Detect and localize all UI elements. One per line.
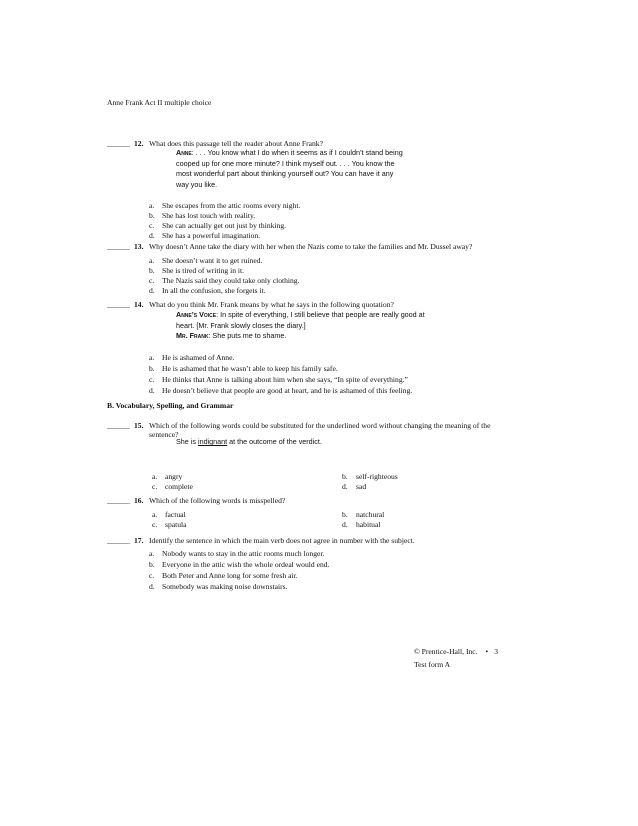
- question-number-16: 16.: [134, 496, 144, 505]
- option-letter-14b: b.: [149, 364, 155, 373]
- option-text-15b[interactable]: self-righteous: [356, 472, 398, 481]
- option-letter-16a: a.: [152, 510, 158, 519]
- sentence-text: She is: [176, 437, 198, 446]
- option-letter-16c: c.: [152, 520, 158, 529]
- option-letter-14a: a.: [149, 353, 155, 362]
- answer-blank-17[interactable]: ______: [107, 536, 130, 545]
- passage-line-12-2: cooped up for one more minute? I think myself out. . . . You know the: [176, 158, 395, 168]
- option-text-14d[interactable]: He doesn’t believe that people are good at heart, and he is ashamed of this feeling.: [162, 386, 413, 395]
- option-text-17d[interactable]: Somebody was making noise downstairs.: [162, 582, 288, 591]
- question-prompt-12: What does this passage tell the reader about Anne Frank?: [149, 139, 323, 148]
- option-text-16a[interactable]: factual: [165, 510, 186, 519]
- section-heading: B. Vocabulary, Spelling, and Grammar: [107, 401, 234, 410]
- option-letter-12a: a.: [149, 201, 155, 210]
- option-letter-13c: c.: [149, 276, 155, 285]
- option-letter-14d: d.: [149, 386, 155, 395]
- option-letter-13a: a.: [149, 256, 155, 265]
- answer-blank-14[interactable]: ______: [107, 300, 130, 309]
- question-prompt-17: Identify the sentence in which the main verb does not agree in number with the subject.: [149, 536, 415, 545]
- question-prompt-15-line2: sentence?: [149, 430, 179, 439]
- option-text-14c[interactable]: He thinks that Anne is talking about him when she says, “In spite of everything.”: [162, 375, 408, 384]
- passage-text: : . . . You know what I do when it seems as if I couldn’t stand being: [191, 148, 403, 157]
- answer-blank-12[interactable]: ______: [107, 139, 130, 148]
- option-letter-12b: b.: [149, 211, 155, 220]
- question-prompt-16: Which of the following words is misspelled?: [149, 496, 286, 505]
- option-text-16c[interactable]: spatula: [165, 520, 187, 529]
- question-prompt-13: Why doesn’t Anne take the diary with her when the Nazis come to take the families and Mr. Dussel away?: [149, 242, 473, 251]
- option-letter-15c: c.: [152, 482, 158, 491]
- passage-text: : In spite of everything, I still believe that people are really good at: [216, 310, 425, 319]
- passage-line-12-3: most wonderful part about thinking yourself out? You can have it any: [176, 169, 394, 178]
- option-text-12b[interactable]: She has lost touch with reality.: [162, 211, 256, 220]
- speaker-anne: Anne: [176, 148, 192, 157]
- answer-blank-15[interactable]: ______: [107, 421, 130, 430]
- sentence-text: at the outcome of the verdict.: [227, 437, 322, 446]
- option-letter-15d: d.: [342, 482, 348, 491]
- option-text-16d[interactable]: habitual: [356, 520, 381, 529]
- option-text-13c[interactable]: The Nazis said they could take only clothing.: [162, 276, 300, 285]
- question-prompt-14: What do you think Mr. Frank means by what he says in the following quotation?: [149, 300, 394, 309]
- answer-blank-13[interactable]: ______: [107, 242, 130, 251]
- option-letter-16b: b.: [342, 510, 348, 519]
- passage-line-14-3: [176, 331, 286, 342]
- question-number-13: 13.: [134, 242, 144, 251]
- option-letter-13b: b.: [149, 266, 155, 275]
- option-letter-13d: d.: [149, 286, 155, 295]
- test-form: Test form A: [414, 660, 451, 669]
- option-text-15a[interactable]: angry: [165, 472, 183, 481]
- passage-line-14-2: heart. [Mr. Frank slowly closes the diary.]: [176, 320, 306, 330]
- option-letter-12d: d.: [149, 231, 155, 240]
- option-letter-17d: d.: [149, 582, 155, 591]
- footer-copyright-line: [414, 647, 498, 657]
- option-text-15d[interactable]: sad: [356, 482, 367, 491]
- option-letter-12c: c.: [149, 221, 155, 230]
- example-sentence-15: [176, 437, 322, 448]
- question-number-12: 12.: [134, 139, 144, 148]
- option-text-17c[interactable]: Both Peter and Anne long for some fresh air.: [162, 571, 298, 580]
- page-number: 3: [494, 647, 499, 656]
- option-text-13b[interactable]: She is tired of writing in it.: [162, 266, 245, 275]
- option-letter-15a: a.: [152, 472, 158, 481]
- option-text-12c[interactable]: She can actually get out just by thinking.: [162, 221, 287, 230]
- option-text-14a[interactable]: He is ashamed of Anne.: [162, 353, 235, 362]
- speaker-annes-voice: Anne’s Voice: [176, 310, 217, 319]
- passage-line-12-4: way you like.: [176, 179, 218, 189]
- option-letter-16d: d.: [342, 520, 348, 529]
- passage-line-12-1: [176, 148, 403, 159]
- option-letter-15b: b.: [342, 472, 348, 481]
- underlined-word: indignant: [197, 437, 228, 446]
- option-text-16b[interactable]: natchural: [356, 510, 385, 519]
- option-text-17b[interactable]: Everyone in the attic wish the whole ordeal would end.: [162, 560, 330, 569]
- bullet: •: [485, 647, 489, 656]
- answer-blank-16[interactable]: ______: [107, 496, 130, 505]
- option-text-13d[interactable]: In all the confusion, she forgets it.: [162, 286, 266, 295]
- option-text-14b[interactable]: He is ashamed that he wasn’t able to keep his family safe.: [162, 364, 338, 373]
- option-letter-17a: a.: [149, 549, 155, 558]
- passage-line-14-1: [176, 310, 425, 321]
- option-letter-14c: c.: [149, 375, 155, 384]
- option-text-12a[interactable]: She escapes from the attic rooms every night.: [162, 201, 301, 210]
- speaker-mr-frank: Mr. Frank: [176, 331, 209, 340]
- option-letter-17c: c.: [149, 571, 155, 580]
- passage-text: : She puts me to shame.: [208, 331, 287, 340]
- question-number-15: 15.: [134, 421, 144, 430]
- document-title: Anne Frank Act II multiple choice: [107, 98, 212, 107]
- copyright: © Prentice-Hall, Inc.: [414, 647, 478, 656]
- option-text-17a[interactable]: Nobody wants to stay in the attic rooms much longer.: [162, 549, 325, 558]
- option-text-12d[interactable]: She has a powerful imagination.: [162, 231, 261, 240]
- option-letter-17b: b.: [149, 560, 155, 569]
- option-text-15c[interactable]: complete: [165, 482, 193, 491]
- option-text-13a[interactable]: She doesn’t want it to get ruined.: [162, 256, 263, 265]
- question-number-17: 17.: [134, 536, 144, 545]
- question-number-14: 14.: [134, 300, 144, 309]
- question-prompt-15-line1: Which of the following words could be substituted for the underlined word without changing the meaning of the: [149, 421, 491, 430]
